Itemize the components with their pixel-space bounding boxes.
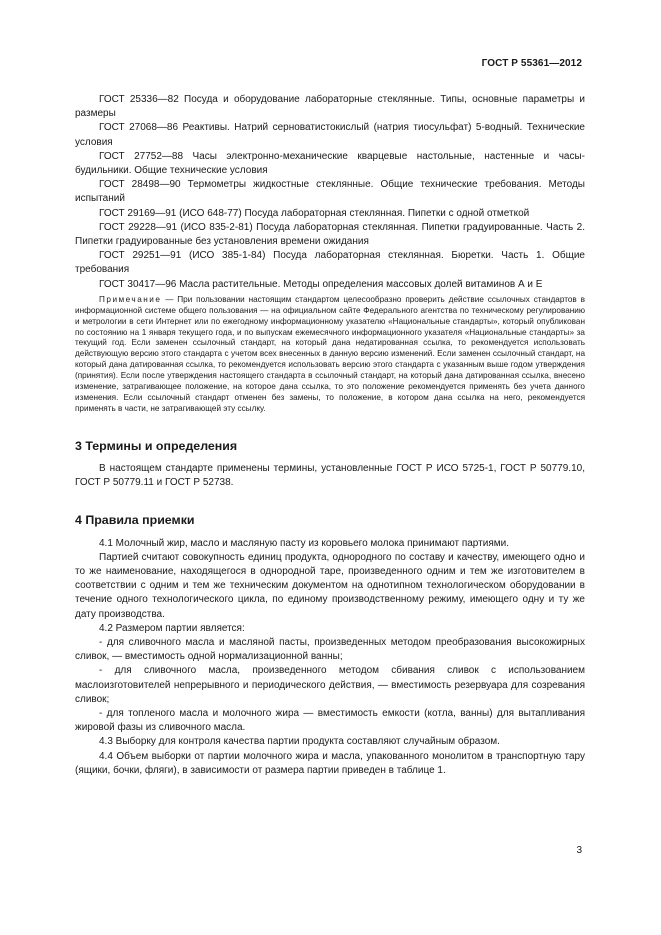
section-4-paragraph: 4.2 Размером партии является: (99, 622, 245, 634)
section-3-heading: 3 Термины и определения (75, 438, 238, 453)
section-4-paragraph: 4.3 Выборку для контроля качества партии продукта составляют случайным образом. (99, 736, 500, 748)
page-header-doc-id: ГОСТ Р 55361—2012 (481, 58, 582, 69)
reference-item: ГОСТ 29169—91 (ИСО 648-77) Посуда лабораторная стеклянная. Пипетки с одной отметкой (99, 207, 530, 219)
section-4-list-item: - для сливочного масла и масляной пасты, произведенных методом преобразования высокожирных сливок, — вместимость одной нормализационной ванны; (75, 637, 585, 663)
section-4-heading: 4 Правила приемки (75, 513, 195, 528)
reference-item: ГОСТ 30417—96 Масла растительные. Методы определения массовых долей витаминов А и Е (99, 278, 543, 290)
reference-item: ГОСТ 27068—86 Реактивы. Натрий серноватистокислый (натрия тиосульфат) 5-водный. Технические условия (75, 122, 585, 148)
section-4-paragraph: 4.4 Объем выборки от партии молочного жира и масла, упакованного монолитом в транспортную тару (ящики, бочки, фляги), в зависимости от размера партии приведен в таблице 1. (75, 750, 585, 776)
note-paragraph (75, 295, 585, 415)
page-number: 3 (576, 845, 582, 856)
section-4-list-item: - для топленого масла и молочного жира — вместимость емкости (котла, ванны) для вытапливания жировой фазы из сливочного масла. (75, 708, 585, 734)
section-4-list-item: - для сливочного масла, произведенного методом сбивания сливок с использованием маслоизготовителей непрерывного и периодического действия, — вместимость резервуара для созревания сливок; (75, 665, 585, 705)
section-4-paragraph: 4.1 Молочный жир, масло и масляную пасту из коровьего молока принимают партиями. (99, 537, 509, 549)
reference-item: ГОСТ 27752—88 Часы электронно-механические кварцевые настольные, настенные и часы-будильники. Общие технические условия (75, 150, 585, 177)
reference-item: ГОСТ 25336—82 Посуда и оборудование лабораторные стеклянные. Типы, основные параметры и размеры (75, 94, 585, 120)
normative-references-list (75, 93, 585, 292)
section-3-text: В настоящем стандарте применены термины, установленные ГОСТ Р ИСО 5725-1, ГОСТ Р 50779.10, ГОСТ Р 50779.11 и ГОСТ Р 52738. (75, 463, 585, 489)
reference-item: ГОСТ 29228—91 (ИСО 835-2-81) Посуда лабораторная стеклянная. Пипетки градуированные. Часть 2. Пипетки градуированные без установления времени ожидания (75, 221, 585, 248)
reference-item: ГОСТ 28498—90 Термометры жидкостные стеклянные. Общие технические требования. Методы испытаний (75, 179, 585, 205)
note-text: — При пользовании настоящим стандартом целесообразно проверить действие ссылочных стандартов в информационной системе общего пользования — на официальном сайте Федерального агентства по техническому регулированию и метрологии в сети Интернет или по ежегодному информационному указателю «Национальные стандарты», который опубликован по состоянию на 1 января текущего года, и по выпускам ежемесячного информационного указателя «Национальные стандарты» за текущий год. Если заменен ссылочный стандарт, на который дана недатированная ссылка, то рекомендуется использовать действующую версию этого стандарта с учетом всех внесенных в данную версию изменений. Если заменен ссылочный стандарт, на который дана датированная ссылка, то рекомендуется использовать версию этого стандарта с указанным выше годом утверждения (принятия). Если после утверждения настоящего стандарта в ссылочный стандарт, на который дана датированная ссылка, внесено изменение, затрагивающее положение, на которое дана ссылка, то это положение рекомендуется применять без учета данного изменения. Если ссылочный стандарт отменен без замены, то положение, в котором дана ссылка на него, рекомендуется применять в части, не затрагивающей эту ссылку. (75, 294, 585, 413)
reference-item: ГОСТ 29251—91 (ИСО 385-1-84) Посуда лабораторная стеклянная. Бюретки. Часть 1. Общие требования (75, 250, 585, 276)
note-label: Примечание (99, 294, 162, 304)
section-4-paragraph: Партией считают совокупность единиц продукта, однородного по составу и качеству, имеющего одно и то же наименование, находящегося в однородной таре, произведенного одним и тем же изготовителем в соответствии с одним и тем же техническим документом на однотипном технологическом оборудовании в течение одного технологического цикла, по единому производственному режиму, имеющего одну и ту же дату производства. (75, 551, 585, 620)
document-body (75, 93, 585, 778)
